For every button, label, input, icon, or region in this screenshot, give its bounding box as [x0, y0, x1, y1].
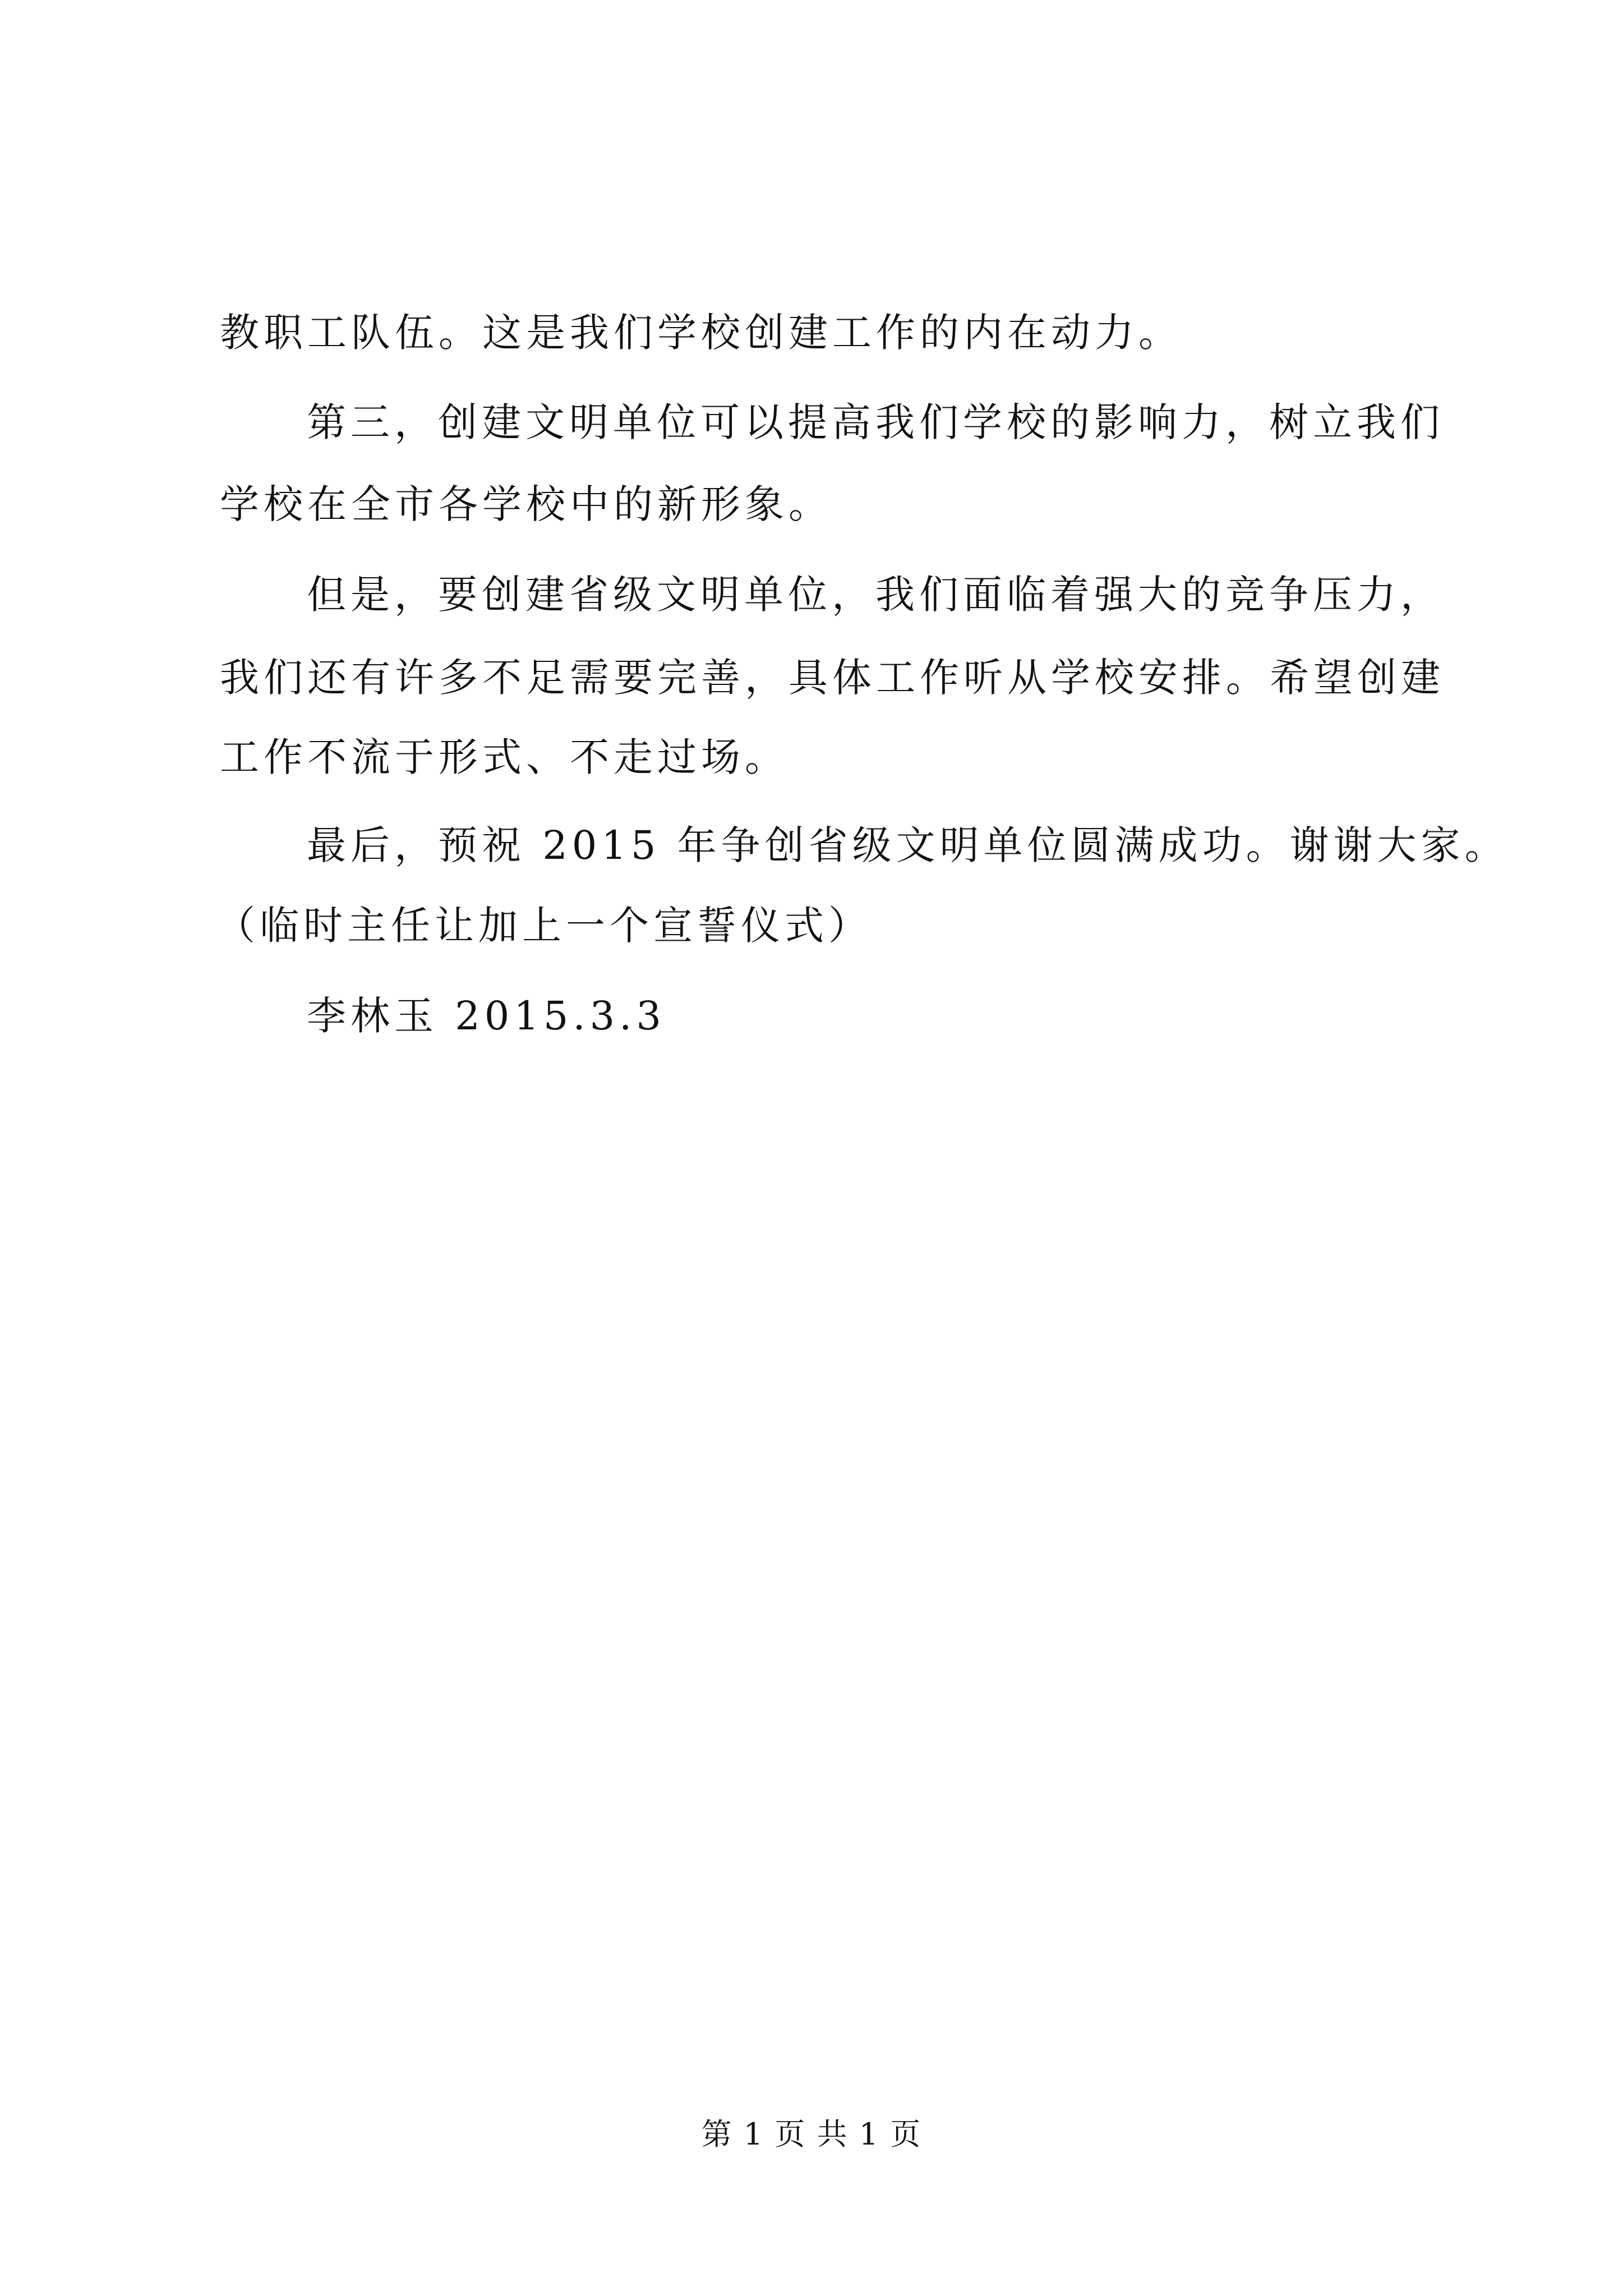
body-text-line-3: 学校在全市各学校中的新形象。: [220, 481, 832, 527]
body-text-line-2: 第三，创建文明单位可以提高我们学校的影响力，树立我们: [307, 399, 1444, 445]
page-number-footer: 第 1 页 共 1 页: [701, 2116, 922, 2152]
body-text-line-7: 最后，预祝 2015 年争创省级文明单位圆满成功。谢谢大家。: [307, 822, 1509, 868]
body-text-line-8: （临时主任让加上一个宣誓仪式）: [216, 903, 872, 949]
body-text-line-6: 工作不流于形式、不走过场。: [220, 734, 789, 780]
body-text-line-1: 教职工队伍。这是我们学校创建工作的内在动力。: [220, 310, 1182, 356]
signature-date-line: 李林玉 2015.3.3: [307, 993, 666, 1039]
body-text-line-4: 但是，要创建省级文明单位，我们面临着强大的竞争压力，: [307, 572, 1444, 618]
body-text-line-5: 我们还有许多不足需要完善，具体工作听从学校安排。希望创建: [220, 655, 1445, 701]
